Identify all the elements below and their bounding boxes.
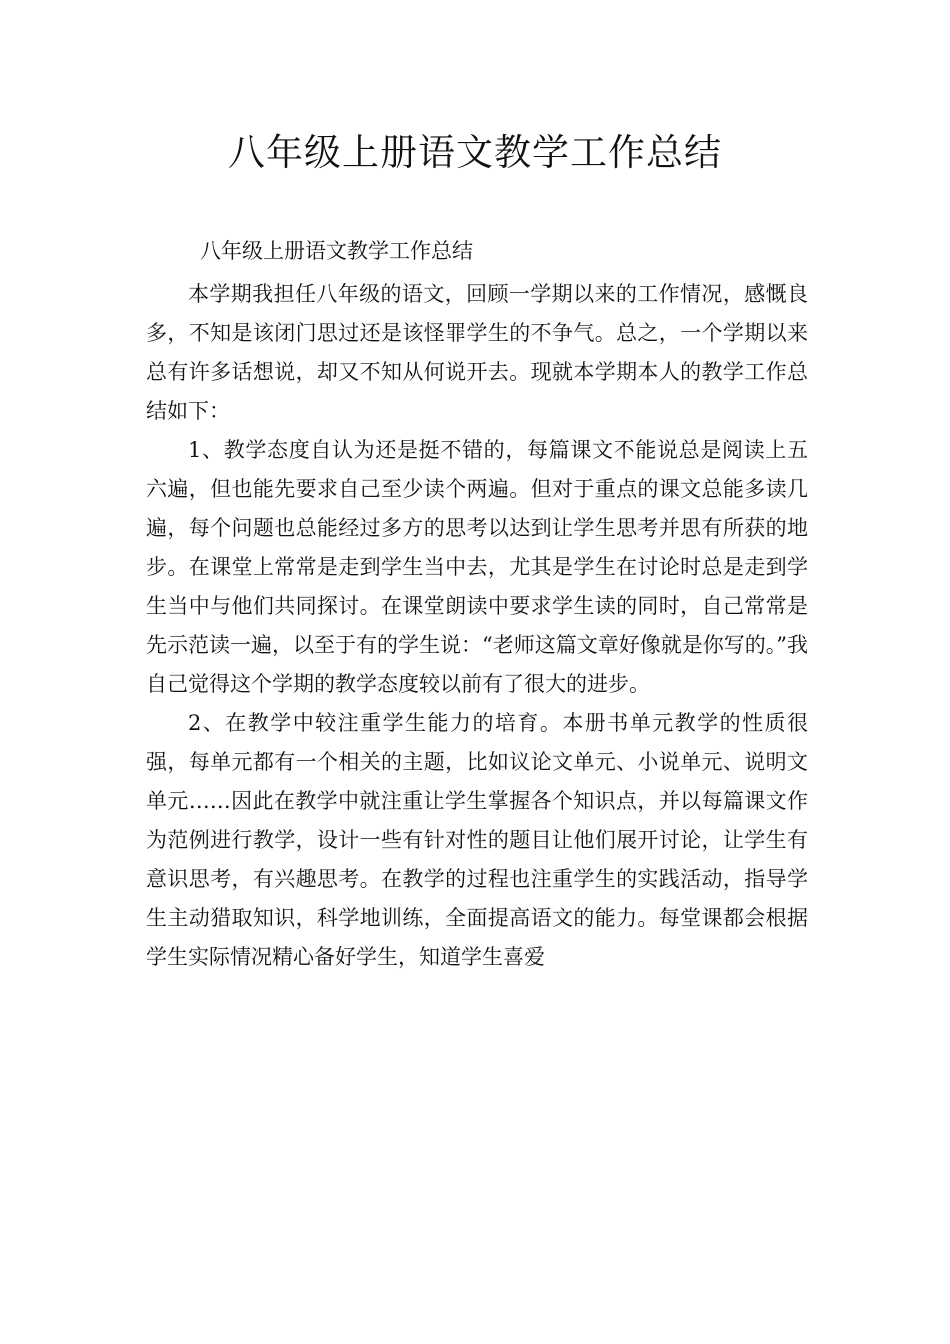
paragraph-ability-training: 2、在教学中较注重学生能力的培育。本册书单元教学的性质很强，每单元都有一个相关的主题，比如议论文单元、小说单元、说明文单元……因此在教学中就注重让学生掌握各个知识点，并以每篇课文作为范例进行教学，设计一些有针对性的题目让他们展开讨论，让学生有意识思考，有兴趣思考。在教学的过程也注重学生的实践活动，指导学生主动猎取知识，科学地训练，全面提高语文的能力。每堂课都会根据学生实际情况精心备好学生，知道学生喜爱 [146,711,808,969]
paragraph-teaching-attitude: 1、教学态度自认为还是挺不错的，每篇课文不能说总是阅读上五六遍，但也能先要求自己至少读个两遍。但对于重点的课文总能多读几遍，每个问题也总能经过多方的思考以达到让学生思考并思有所获的地步。在课堂上常常是走到学生当中去，尤其是学生在讨论时总是走到学生当中与他们共同探讨。在课堂朗读中要求学生读的同时，自己常常是先示范读一遍，以至于有的学生说：“老师这篇文章好像就是你写的。”我自己觉得这个学期的教学态度较以前有了很大的进步。 [146,438,808,696]
paragraph-intro: 本学期我担任八年级的语文，回顾一学期以来的工作情况，感慨良多，不知是该闭门思过还是该怪罪学生的不争气。总之，一个学期以来总有许多话想说，却又不知从何说开去。现就本学期本人的教学工作总结如下： [146,282,808,423]
document-body [146,232,808,977]
document-subtitle: 八年级上册语文教学工作总结 [200,239,473,263]
document-title: 八年级上册语文教学工作总结 [228,131,722,174]
